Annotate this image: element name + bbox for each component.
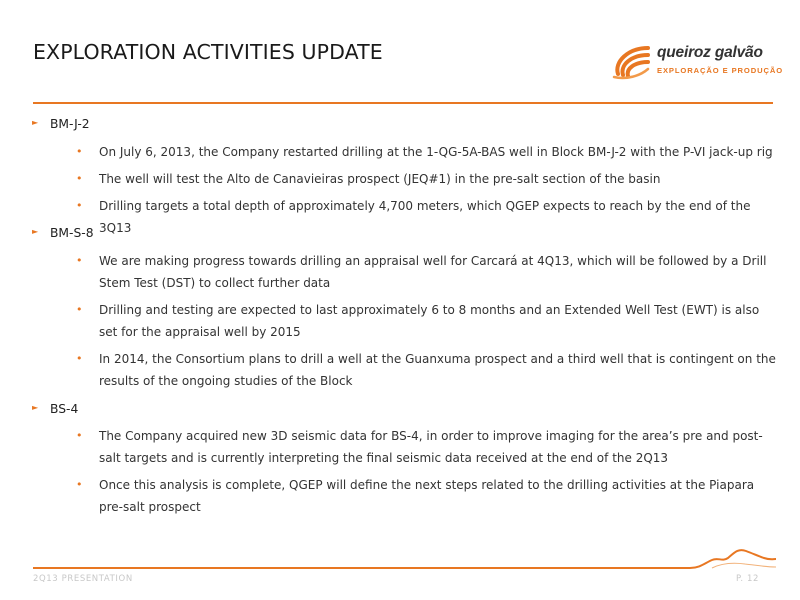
bullet-dot-icon: • — [76, 254, 83, 267]
list-item: • The well will test the Alto de Canavieiras prospect (JEQ#1) in the pre-salt section of the basin — [99, 168, 777, 190]
list-item: • On July 6, 2013, the Company restarted drilling at the 1-QG-5A-BAS well in Block BM-J-2 with the P-VI jack-up rig — [99, 141, 777, 163]
logo-name: queiroz galvão — [657, 44, 763, 61]
bullet-dot-icon: • — [76, 172, 83, 185]
section-heading: ► BM-J-2 — [32, 117, 90, 131]
bullet-dot-icon: • — [76, 352, 83, 365]
list-item: • Drilling and testing are expected to last approximately 6 to 8 months and an Extended Well Test (EWT) is also set for the appraisal well by 2015 — [99, 299, 777, 343]
bullet-arrow-icon: ► — [32, 118, 39, 127]
company-logo — [612, 44, 784, 80]
page-number: P. 12 — [736, 574, 760, 584]
list-item: • Drilling targets a total depth of approximately 4,700 meters, which QGEP expects to reach by the end of the 3Q13 — [99, 195, 777, 239]
section-heading: ► BM-S-8 — [32, 226, 94, 240]
bullet-dot-icon: • — [76, 145, 83, 158]
logo-tagline: EXPLORAÇÃO E PRODUÇÃO — [657, 66, 784, 75]
footer-presentation-label: 2Q13 PRESENTATION — [33, 574, 133, 584]
list-item: • In 2014, the Consortium plans to drill a well at the Guanxuma prospect and a third well that is contingent on the results of the ongoing studies of the Block — [99, 348, 777, 392]
header-divider — [33, 102, 773, 104]
bullet-arrow-icon: ► — [32, 227, 39, 236]
bullet-dot-icon: • — [76, 199, 83, 212]
bullet-dot-icon: • — [76, 303, 83, 316]
page-title: EXPLORATION ACTIVITIES UPDATE — [33, 40, 383, 64]
list-item: • The Company acquired new 3D seismic data for BS-4, in order to improve imaging for the area’s pre and post-salt targets and is currently interpreting the final seismic data received at the end of the 2Q13 — [99, 425, 777, 469]
list-item: • We are making progress towards drilling an appraisal well for Carcará at 4Q13, which will be followed by a Drill Stem Test (DST) to collect further data — [99, 250, 777, 294]
bullet-dot-icon: • — [76, 478, 83, 491]
bullet-arrow-icon: ► — [32, 403, 39, 412]
section-heading: ► BS-4 — [32, 402, 79, 416]
list-item: • Once this analysis is complete, QGEP will define the next steps related to the drilling activities at the Piapara pre-salt prospect — [99, 474, 777, 518]
bullet-dot-icon: • — [76, 429, 83, 442]
logo-swoosh-icon — [612, 44, 652, 80]
